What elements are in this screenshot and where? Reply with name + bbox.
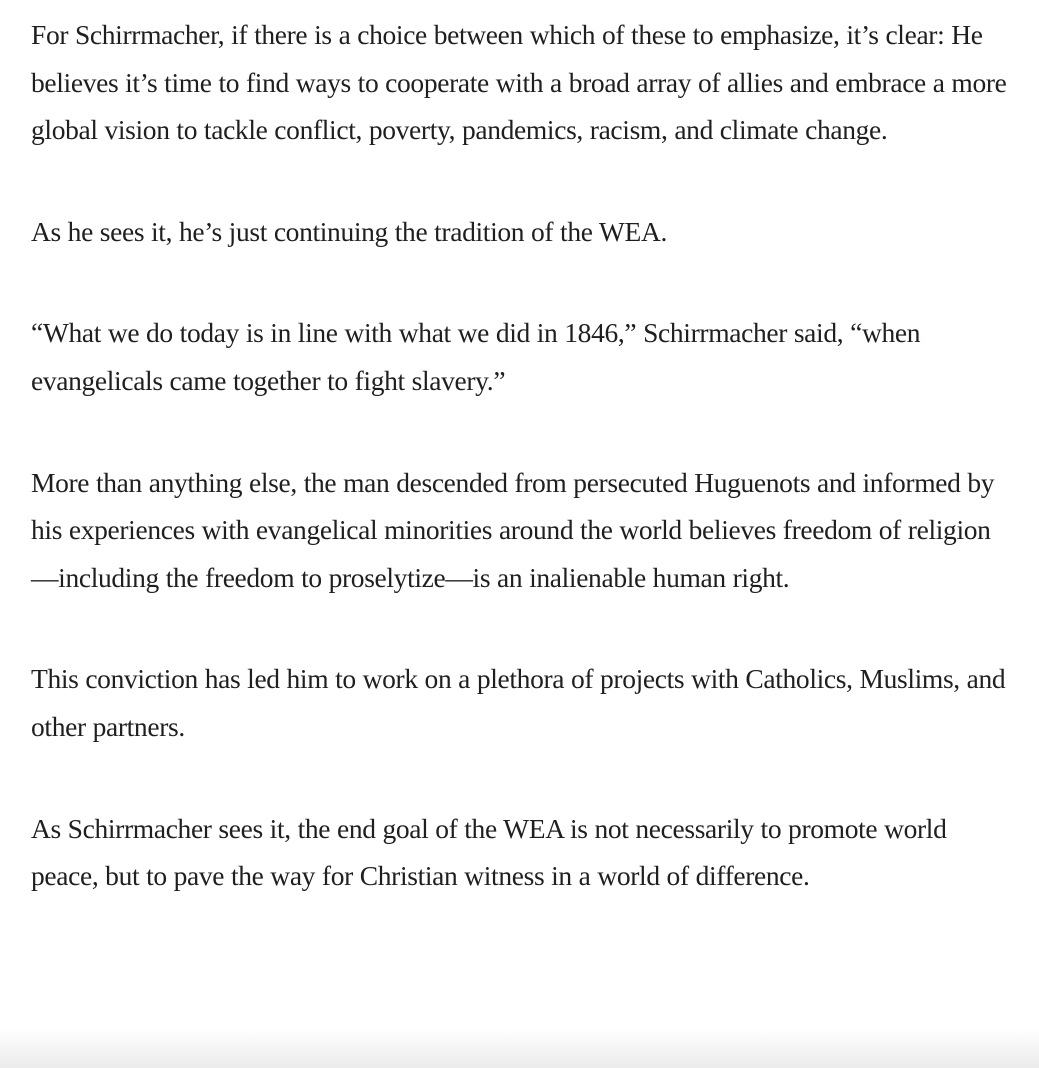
article-paragraph: As he sees it, he’s just continuing the tradition of the WEA.: [31, 215, 667, 247]
article-paragraph: “What we do today is in line with what we did in 1846,” Schirrmacher said, “when evangelicals came together to fight slavery.”: [31, 317, 921, 396]
article-paragraph: As Schirrmacher sees it, the end goal of the WEA is not necessarily to promote world peace, but to pave the way for Christian witness in a world of difference.: [31, 812, 947, 892]
article-paragraph: For Schirrmacher, if there is a choice between which of these to emphasize, it’s clear: He believes it’s time to find ways to cooperate with a broad array of allies and embrace a more global vision to tackle conflict, poverty, pandemics, racism, and climate change.: [31, 19, 1007, 146]
article-paragraph: This conviction has led him to work on a plethora of projects with Catholics, Muslims, and other partners.: [31, 663, 1006, 742]
article-paragraph: More than anything else, the man descended from persecuted Huguenots and informed by his experiences with evangelical minorities around the world believes freedom of religion—including the freedom to proselytize—is an inalienable human right.: [31, 466, 995, 593]
bottom-fade-overlay: [0, 1028, 1039, 1068]
